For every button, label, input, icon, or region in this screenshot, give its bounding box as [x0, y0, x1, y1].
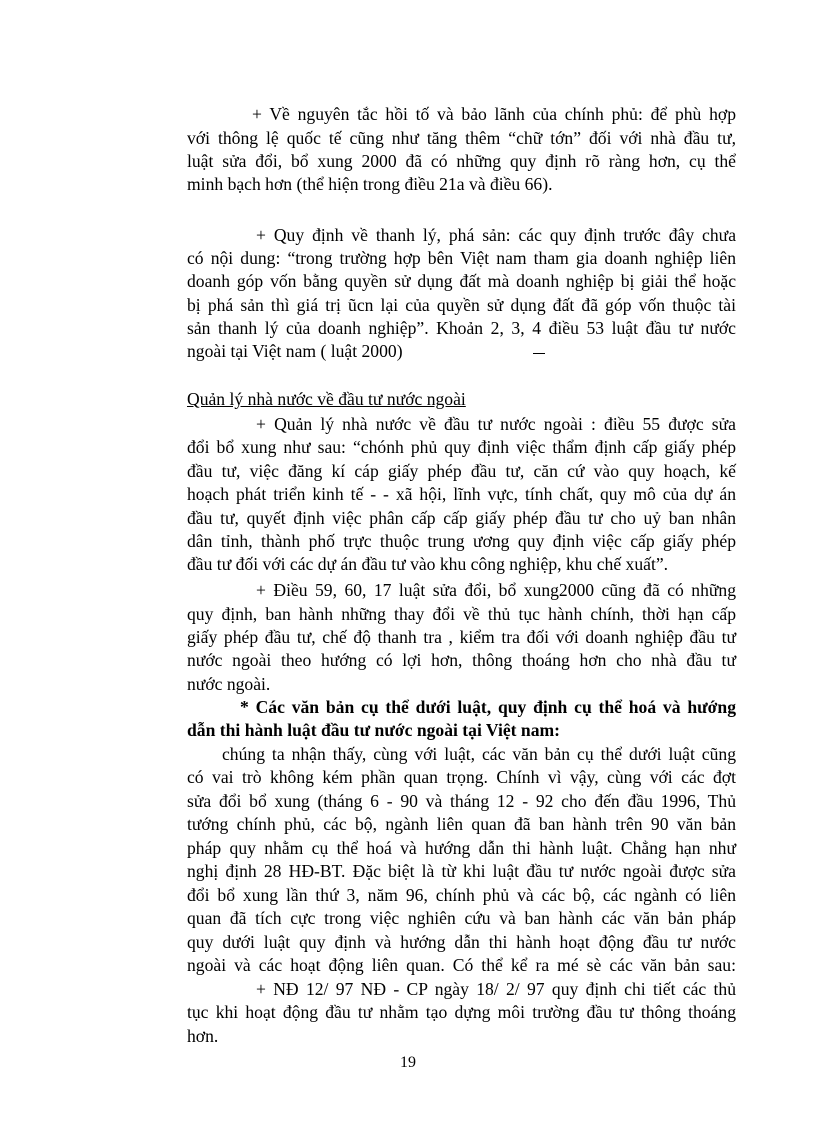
paragraph-line: chúng ta nhận thấy, cùng với luật, các văn bản cụ thể dưới luật cũng	[222, 744, 736, 764]
paragraph-line: sản thanh lý của doanh nghiệp”. Khoản 2, 3, 4 điều 53 luật đầu tư nước	[187, 318, 736, 338]
paragraph-line: ngoài tại Việt nam ( luật 2000)	[187, 341, 403, 361]
paragraph-line: tục khi hoạt động đầu tư nhằm tạo dựng môi trường đầu tư thông thoáng	[187, 1002, 736, 1022]
paragraph-line: + Quản lý nhà nước về đầu tư nước ngoài : điều 55 được sửa	[256, 414, 736, 434]
bold-heading-line: * Các văn bản cụ thể dưới luật, quy định cụ thể hoá và hướng	[240, 697, 736, 717]
paragraph-line: pháp quy nhằm cụ thể hoá và hướng dẫn thi hành luật. Chẳng hạn như	[187, 838, 736, 858]
paragraph-line: đổi bổ xung lần thứ 3, năm 96, chính phủ và các bộ, các ngành có liên	[187, 885, 736, 905]
paragraph-line: có nội dung: “trong trường hợp bên Việt nam tham gia doanh nghiệp liên	[187, 248, 736, 268]
paragraph-line: hơn.	[187, 1026, 219, 1046]
section-heading: Quản lý nhà nước về đầu tư nước ngoài	[187, 389, 466, 409]
paragraph-line: tướng chính phủ, các bộ, ngành liên quan đã ban hành trên 90 văn bản	[187, 814, 736, 834]
paragraph-line: quy dưới luật quy định và hướng dẫn thi hành hoạt động đầu tư nước	[187, 932, 736, 952]
paragraph-line: nước ngoài.	[187, 674, 271, 694]
paragraph-line: sửa đổi bổ xung (tháng 6 - 90 và tháng 12 - 92 cho đến đầu 1996, Thủ	[187, 791, 736, 811]
paragraph-line: đầu tư, quyết định việc phân cấp cấp giấy phép đầu tư cho uỷ ban nhân	[187, 508, 736, 528]
paragraph-line: + Điều 59, 60, 17 luật sửa đổi, bổ xung2000 cũng đã có những	[256, 580, 736, 600]
paragraph-line: đầu tư đối với các dự án đầu tư vào khu công nghiệp, khu chế xuất”.	[187, 554, 669, 574]
paragraph-line: hoạch phát triển kinh tế - - xã hội, lĩnh vực, tính chất, quy mô của dự án	[187, 484, 736, 504]
paragraph-line: giấy phép đầu tư, chế độ thanh tra , kiểm tra đối với doanh nghiệp đầu tư	[187, 627, 736, 647]
paragraph-line: + Quy định về thanh lý, phá sản: các quy định trước đây chưa	[256, 225, 736, 245]
paragraph-line: + Về nguyên tắc hồi tố và bảo lãnh của chính phủ: để phù hợp	[252, 104, 736, 124]
paragraph-line: quan đã tích cực trong việc nghiên cứu và ban hành các văn bản pháp	[187, 908, 736, 928]
paragraph-line: có vai trò không kém phần quan trọng. Chính vì vậy, cùng với các đợt	[187, 767, 736, 787]
paragraph-line: nước ngoài theo hướng có lợi hơn, thông thoáng hơn cho nhà đầu tư	[187, 650, 736, 670]
paragraph-line: đổi bổ xung như sau: “chónh phủ quy định việc thẩm định cấp giấy phép	[187, 437, 736, 457]
paragraph-line: ngoài và các hoạt động liên quan. Có thể kể ra mé sè các văn bản sau:	[187, 955, 736, 975]
paragraph-line: quy định, ban hành những thay đổi về thủ tục hành chính, thời hạn cấp	[187, 604, 736, 624]
paragraph-line: doanh góp vốn bằng quyền sử dụng đất mà doanh nghiệp bị giải thể hoặc	[187, 271, 736, 291]
paragraph-line: với thông lệ quốc tế cũng như tăng thêm “chữ tớn” đối với nhà đầu tư,	[187, 128, 736, 148]
bold-heading-line: dẫn thi hành luật đầu tư nước ngoài tại Việt nam:	[187, 720, 561, 740]
paragraph-line: dân tỉnh, thành phố trực thuộc trung ương quy định việc cấp giấy phép	[187, 531, 736, 551]
paragraph-line: bị phá sản thì giá trị ũcn lại của quyền sử dụng đất đã góp vốn thuộc tài	[187, 295, 736, 315]
paragraph-line: minh bạch hơn (thể hiện trong điều 21a và điều 66).	[187, 174, 553, 194]
paragraph-line: nghị định 28 HĐ-BT. Đặc biệt là từ khi luật đầu tư nước ngoài được sửa	[187, 861, 736, 881]
paragraph-line: luật sửa đổi, bổ xung 2000 đã có những quy định rõ ràng hơn, cụ thể	[187, 151, 736, 171]
page-number: 19	[400, 1054, 416, 1071]
dash-mark	[533, 353, 545, 354]
paragraph-line: đầu tư, việc đăng kí cáp giấy phép đầu tư, căn cứ vào quy hoạch, kế	[187, 461, 736, 481]
paragraph-line: + NĐ 12/ 97 NĐ - CP ngày 18/ 2/ 97 quy định chi tiết các thủ	[256, 979, 736, 999]
